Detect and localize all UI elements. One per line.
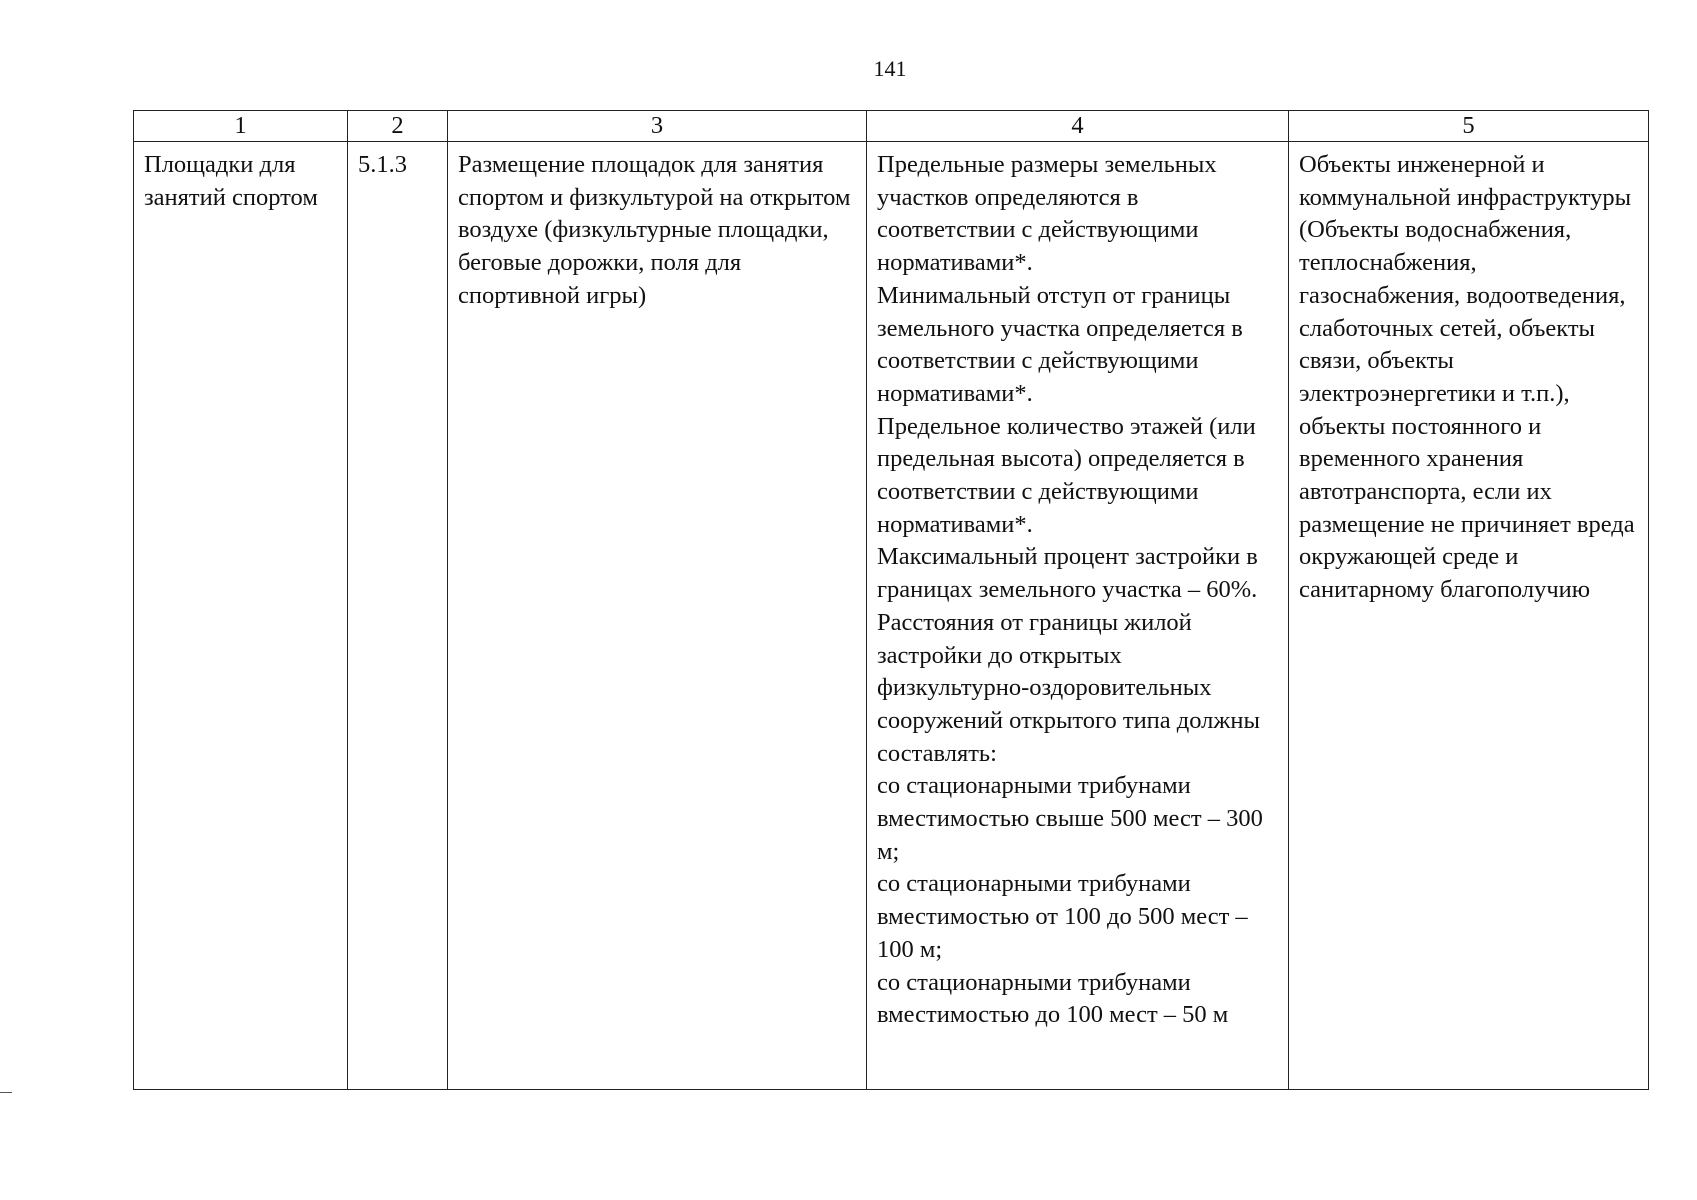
auxiliary-uses-cell (1289, 142, 1649, 1090)
use-name-cell (134, 142, 348, 1090)
use-description-cell (448, 142, 867, 1090)
use-description-text: Размещение площадок для занятия спортом и физкультурой на открытом воздухе (физкультурные площадки, беговые дорожки, поля для спортивной игры) (458, 151, 851, 309)
parameters-list (877, 149, 1280, 1032)
scan-edge-mark (0, 1092, 12, 1093)
parameter-line: Максимальный процент застройки в границах земельного участка – 60%. (877, 543, 1258, 604)
use-name-text: Площадки для занятий спортом (144, 151, 318, 211)
page-number: 141 (873, 56, 907, 81)
header-cell-2: 2 (348, 111, 448, 142)
header-cell-3: 3 (448, 111, 867, 142)
parameters-cell (867, 142, 1289, 1090)
header-cell-4: 4 (867, 111, 1289, 142)
parameter-line: со стационарными трибунами вместимостью до 100 мест – 50 м (877, 968, 1229, 1029)
use-code-text: 5.1.3 (358, 151, 407, 178)
header-cell-1: 1 (134, 111, 348, 142)
auxiliary-uses-text: Объекты инженерной и коммунальной инфраструктуры (Объекты водоснабжения, теплоснабжения, газоснабжения, водоотведения, слаботочных сетей, объекты связи, объекты электроэнергетики и т.п.), объекты постоянного и временного хранения автотранспорта, если их размещение не причиняет вреда окружающей среде и санитарному благополучию (1299, 151, 1635, 604)
parameter-line: Предельное количество этажей (или предельная высота) определяется в соответствии с действующими нормативами*. (877, 412, 1256, 538)
zoning-table (133, 110, 1649, 1090)
parameter-line: Расстояния от границы жилой застройки до открытых физкультурно-оздоровительных сооружений открытого типа должны составлять: (877, 608, 1260, 767)
header-cell-5: 5 (1289, 111, 1649, 142)
parameter-line: Предельные размеры земельных участков определяются в соответствии с действующими нормативами*. (877, 151, 1217, 277)
parameter-line: Минимальный отступ от границы земельного участка определяется в соответствии с действующими нормативами*. (877, 281, 1243, 407)
table-header-row (134, 111, 1649, 142)
table-row (134, 142, 1649, 1090)
use-code-cell (348, 142, 448, 1090)
parameter-line: со стационарными трибунами вместимостью от 100 до 500 мест – 100 м; (877, 870, 1248, 963)
parameter-line: со стационарными трибунами вместимостью свыше 500 мест – 300 м; (877, 772, 1263, 865)
